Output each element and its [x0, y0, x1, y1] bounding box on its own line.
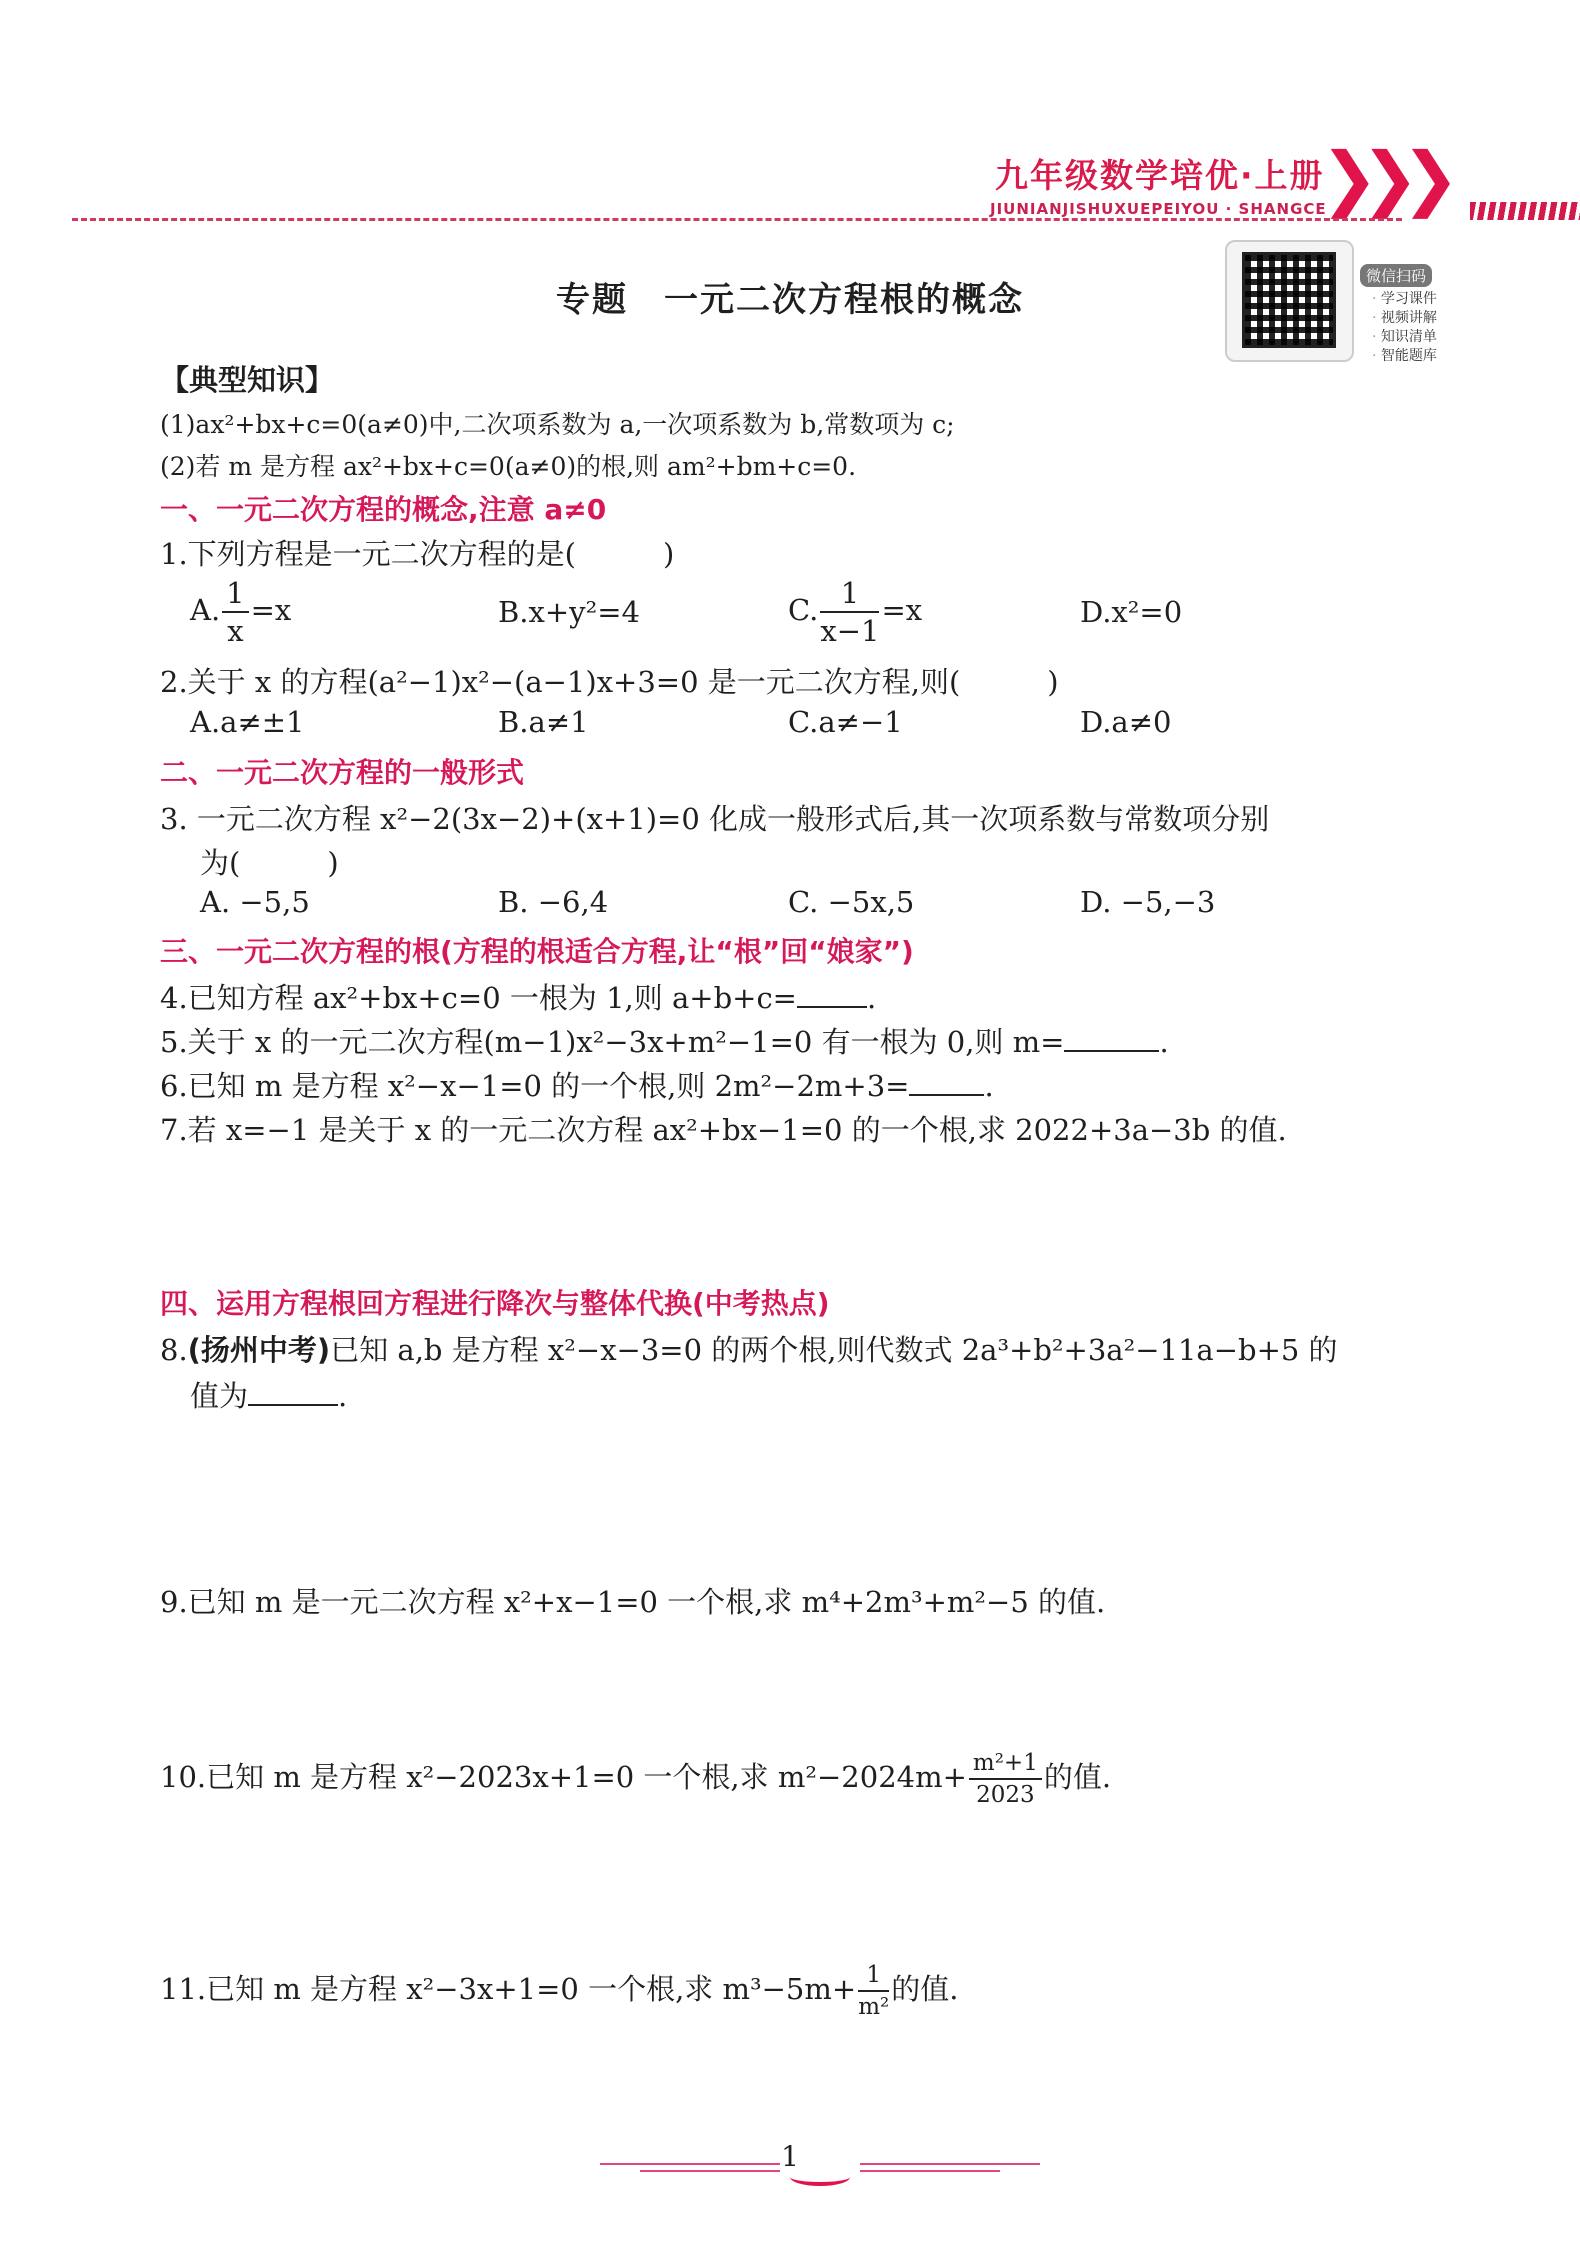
question-7: 7.若 x=−1 是关于 x 的一元二次方程 ax²+bx−1=0 的一个根,求 2022+3a−3b 的值. [160, 1113, 1287, 1147]
answer-blank[interactable] [248, 1378, 338, 1406]
page-title: 专题 一元二次方程根的概念 [556, 280, 1024, 320]
qr-feature-item: · 知识清单 [1372, 328, 1437, 347]
fraction: $\frac{1}{x}$ [222, 575, 248, 649]
question-2-stem: 2.关于 x 的方程(a²−1)x²−(a−1)x+3=0 是一元二次方程,则( ) [160, 665, 1059, 699]
knowledge-heading: 【典型知识】 [160, 363, 335, 397]
page-number: 1 [781, 2140, 799, 2173]
book-subtitle: JIUNIANJISHUXUEPEIYOU · SHANGCE [990, 200, 1327, 218]
qr-feature-item: · 智能题库 [1372, 347, 1437, 366]
header-stripe [1470, 202, 1580, 220]
question-3-stem: 3. 一元二次方程 x²−2(3x−2)+(x+1)=0 化成一般形式后,其一次项系数与常数项分别 [160, 802, 1270, 836]
fraction: $\frac{\text{m²+1}}{2023}$ [969, 1748, 1042, 1810]
section-heading-2: 二、一元二次方程的一般形式 [160, 756, 525, 789]
question-4: 4.已知方程 ax²+bx+c=0 一根为 1,则 a+b+c= . [160, 981, 877, 1015]
answer-blank[interactable] [909, 1068, 984, 1096]
exam-source-tag: (扬州中考) [187, 1333, 331, 1367]
answer-blank[interactable] [797, 980, 867, 1008]
option-c: C. $\frac{1}{x-1}$ =x [788, 576, 923, 648]
question-11: 11.已知 m 是方程 x²−3x+1=0 一个根,求 m³−5m+ $\frac{1}{\text{m²}}$ 的值. [160, 1962, 959, 2020]
header-divider [72, 218, 1402, 221]
question-10: 10.已知 m 是方程 x²−2023x+1=0 一个根,求 m²−2024m+ $\frac{\text{m²+1}}{2023}$ 的值. [160, 1750, 1112, 1808]
option-d: D.x²=0 [1080, 595, 1183, 629]
knowledge-line-1: (1)ax²+bx+c=0(a≠0)中,二次项系数为 a,一次项系数为 b,常数项为 c; [160, 410, 955, 439]
option-b: B. −6,4 [498, 885, 609, 919]
option-b: B.x+y²=4 [498, 595, 640, 629]
option-a: A. $\frac{1}{x}$ =x [190, 576, 292, 648]
section-heading-4: 四、运用方程根回方程进行降次与整体代换(中考热点) [160, 1287, 830, 1320]
section-heading-3: 三、一元二次方程的根(方程的根适合方程,让“根”回“娘家”) [160, 935, 914, 968]
option-d: D. −5,−3 [1080, 885, 1216, 919]
fraction: $\frac{1}{\text{m²}}$ [858, 1962, 890, 2020]
qr-feature-list [1372, 290, 1437, 366]
question-1-options [190, 575, 1490, 655]
option-d: D.a≠0 [1080, 705, 1172, 739]
option-c: C.a≠−1 [788, 705, 903, 739]
option-c: C. −5x,5 [788, 885, 915, 919]
option-a: A.a≠±1 [190, 705, 305, 739]
option-b: B.a≠1 [498, 705, 589, 739]
question-8-stem: 8.(扬州中考)已知 a,b 是方程 x²−x−3=0 的两个根,则代数式 2a³+b²+3a²−11a−b+5 的 [160, 1333, 1338, 1367]
question-3-stem-cont: 为( ) [200, 846, 339, 880]
knowledge-line-2: (2)若 m 是方程 ax²+bx+c=0(a≠0)的根,则 am²+bm+c=0. [160, 452, 857, 481]
question-1-stem: 1.下列方程是一元二次方程的是( ) [160, 537, 675, 571]
answer-blank[interactable] [1064, 1024, 1159, 1052]
book-title: 九年级数学培优·上册 [995, 156, 1325, 195]
qr-code-icon[interactable] [1242, 252, 1336, 348]
qr-feature-item: · 学习课件 [1372, 290, 1437, 309]
question-6: 6.已知 m 是方程 x²−x−1=0 的一个根,则 2m²−2m+3= . [160, 1069, 994, 1103]
fraction: $\frac{1}{x-1}$ [820, 576, 880, 648]
section-heading-1: 一、一元二次方程的概念,注意 a≠0 [160, 493, 607, 526]
qr-feature-item: · 视频讲解 [1372, 309, 1437, 328]
option-a: A. −5,5 [200, 885, 310, 919]
question-8-stem-cont: 值为 . [190, 1379, 348, 1413]
question-5: 5.关于 x 的一元二次方程(m−1)x²−3x+m²−1=0 有一根为 0,则 m= . [160, 1025, 1169, 1059]
chevrons-icon: ❯❯❯ [1320, 137, 1442, 219]
wechat-scan-badge: 微信扫码 [1360, 264, 1432, 287]
question-9: 9.已知 m 是一元二次方程 x²+x−1=0 一个根,求 m⁴+2m³+m²−5 的值. [160, 1585, 1106, 1619]
